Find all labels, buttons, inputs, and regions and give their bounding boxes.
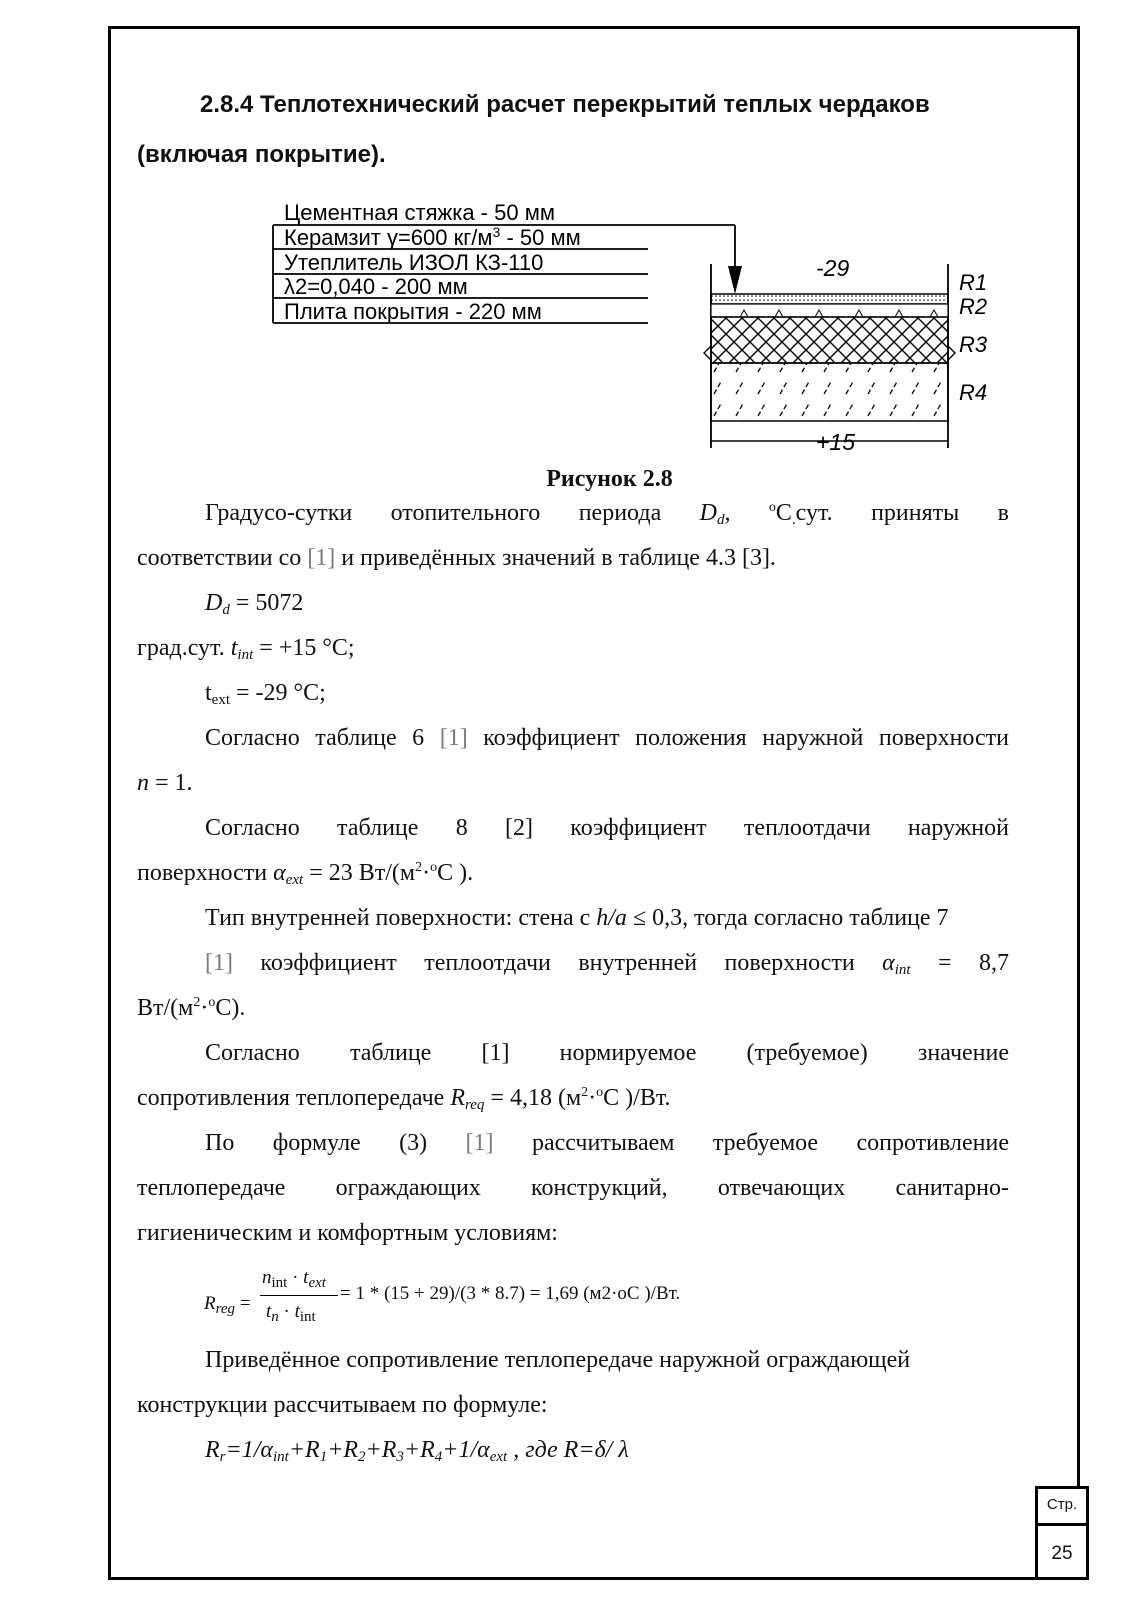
dd-value: $D_d = 5072$	[205, 590, 304, 618]
paragraph-req: Согласно таблице [1] нормируемое (требуемое) значение	[205, 1040, 1009, 1066]
paragraph-1-line1: Градусо-сутки отопительного периода $D_d$, $^oС_.сут$. приняты в	[205, 500, 1009, 528]
paragraph-table8: Согласно таблице 8 [2] коэффициент теплоотдачи наружной	[205, 815, 1009, 841]
layer-label-1: Цементная стяжка - 50 мм	[284, 200, 555, 225]
paragraph-reduced-line1: Приведённое сопротивление теплопередаче наружной ограждающей	[205, 1347, 911, 1373]
figure-caption: Рисунок 2.8	[546, 466, 673, 492]
alpha-ext-line: поверхности $\alpha_{ext} = 23$ $Вт/(м^2\cdot^oС$ ).	[137, 860, 474, 888]
temp-inside: +15	[816, 429, 856, 455]
arrow-icon	[728, 266, 742, 294]
alpha-int-units: $Вт/(м^2\cdot^oС)$.	[137, 995, 246, 1021]
section-heading-line1: 2.8.4 Теплотехнический расчет перекрытий теплых чердаков	[200, 91, 930, 118]
alpha-int-line: [1] коэффициент теплоотдачи внутренней поверхности $\alpha_{int} = 8,7$	[205, 950, 1009, 978]
label-r4: R4	[959, 380, 988, 405]
label-r1: R1	[959, 270, 988, 295]
paragraph-1-line2: соответствии со [1] и приведённых значений в таблице 4.3 [3].	[137, 545, 776, 571]
section-drawing	[704, 264, 955, 448]
rr-formula: $R_r=1/\alpha_{int}+R_1+R_2+R_3+R_4+1/\alpha_{ext}$ , где R=δ/ λ	[205, 1437, 629, 1465]
formula3-line: По формуле (3) [1] рассчитываем требуемое сопротивление	[205, 1130, 1009, 1156]
section-heading-line2: (включая покрытие).	[137, 141, 386, 168]
temp-outside: -29	[816, 255, 850, 281]
layer-label-3: Утеплитель ИЗОЛ КЗ-110	[284, 250, 544, 275]
label-r2: R2	[959, 294, 988, 319]
page-stamp-label: Стр.	[1038, 1489, 1086, 1526]
label-r3: R3	[959, 332, 988, 357]
layer-label-4: λ2=0,040 - 200 мм	[284, 274, 468, 299]
roof-layers-figure	[270, 198, 990, 468]
layer-label-2: Керамзит γ=600 $кг/м^3 - 50$ мм	[284, 224, 581, 250]
text-value: $t_{ext} = -29$ °С;	[205, 680, 326, 708]
paragraph-position-coef: Согласно таблице 6 [1] коэффициент положения наружной поверхности	[205, 725, 1009, 751]
paragraph-reduced-line2: конструкции рассчитываем по формуле:	[137, 1392, 548, 1418]
layer-label-5: Плита покрытия - 220 мм	[284, 299, 542, 324]
tint-value: град.сут. $t_{int} = +15$ °С;	[137, 635, 355, 663]
surface-type-line: Тип внутренней поверхности: стена с h/a ≤ 0,3, тогда согласно таблице 7	[205, 905, 949, 931]
rreq-line: сопротивления теплопередаче $R_{req} = 4,18$ ($м^2\cdot^oС$ )/Вт.	[137, 1085, 671, 1113]
n-value: n = 1.	[137, 770, 193, 796]
page-number: 25	[1051, 1543, 1073, 1564]
page-stamp	[1035, 1486, 1089, 1580]
paragraph-conditions: гигиеническим и комфортным условиям:	[137, 1220, 558, 1246]
paragraph-constructions: теплопередаче ограждающих конструкций, отвечающих санитарно-	[137, 1175, 1009, 1201]
